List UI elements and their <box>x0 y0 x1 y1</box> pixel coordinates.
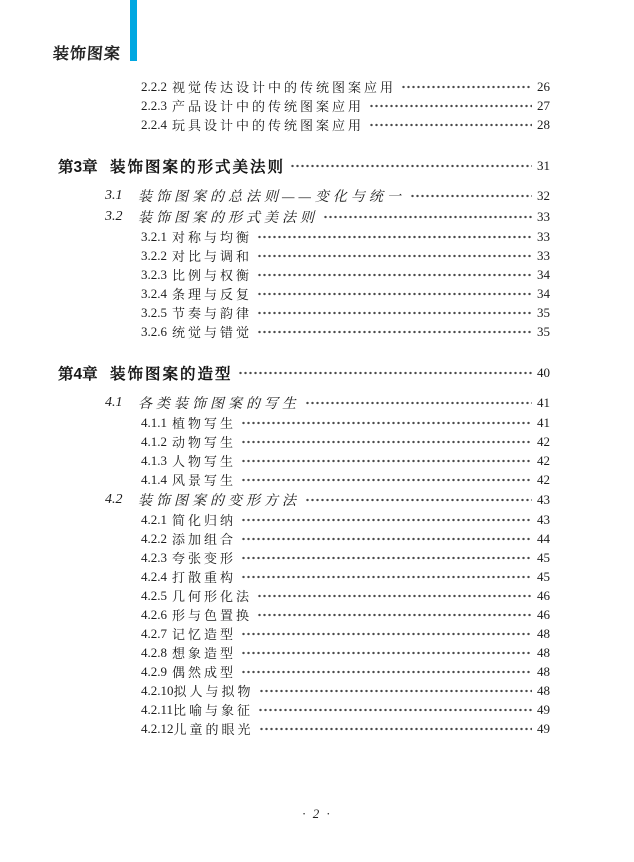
toc-entry-row <box>0 303 550 322</box>
leader-dots <box>241 570 532 584</box>
entry-number: 4.2.9 <box>141 663 167 679</box>
toc-entry-row <box>0 432 550 451</box>
entry-page-number: 34 <box>537 285 550 301</box>
toc-entry-row <box>0 322 550 341</box>
toc-chapter-row <box>0 362 550 384</box>
toc-entry-row <box>0 700 550 719</box>
entry-title: 植物写生 <box>172 416 237 431</box>
entry-title: 装饰图案的变形方法 <box>138 493 300 509</box>
entry-page-number: 28 <box>537 116 550 132</box>
entry-page-number: 27 <box>537 97 550 113</box>
leader-dots <box>257 249 532 263</box>
leader-dots <box>257 306 532 320</box>
entry-title: 装饰图案的形式美法则 <box>110 159 286 176</box>
entry-title: 拟人与拟物 <box>173 684 254 699</box>
entry-title: 装饰图案的形式美法则 <box>138 210 318 226</box>
toc-entry-row <box>0 265 550 284</box>
entry-page-number: 43 <box>537 491 550 507</box>
entry-title: 视觉传达设计中的传统图案应用 <box>172 80 397 95</box>
leader-dots <box>241 473 532 487</box>
toc-chapter-row <box>0 155 550 177</box>
leader-dots <box>369 99 532 113</box>
entry-number: 3.2.2 <box>141 247 167 263</box>
leader-dots <box>401 80 532 94</box>
leader-dots <box>257 230 532 244</box>
entry-number: 4.2.11 <box>141 701 174 717</box>
footer-page-number: · 2 · <box>302 806 332 821</box>
entry-page-number: 34 <box>537 266 550 282</box>
entry-number: 4.2.6 <box>141 606 167 622</box>
entry-number: 4.2.10 <box>141 682 174 698</box>
leader-dots <box>241 646 532 660</box>
entry-title: 人物写生 <box>172 454 237 469</box>
entry-page-number: 33 <box>537 208 550 224</box>
leader-dots <box>241 513 532 527</box>
toc-entry-row <box>0 470 550 489</box>
leader-dots <box>323 210 532 224</box>
entry-number: 第4章 <box>58 366 98 383</box>
leader-dots <box>241 532 532 546</box>
toc-entry-row <box>0 624 550 643</box>
leader-dots <box>238 366 532 380</box>
entry-title: 记忆造型 <box>172 627 237 642</box>
entry-page-number: 48 <box>537 644 550 660</box>
toc-entry-row <box>0 681 550 700</box>
entry-page-number: 41 <box>537 414 550 430</box>
leader-dots <box>305 396 532 410</box>
leader-dots <box>259 722 532 736</box>
entry-page-number: 42 <box>537 471 550 487</box>
entry-number: 4.1.3 <box>141 452 167 468</box>
toc-entry-row <box>0 605 550 624</box>
entry-number: 4.2.4 <box>141 568 167 584</box>
entry-number: 4.2.3 <box>141 549 167 565</box>
entry-page-number: 49 <box>537 720 550 736</box>
entry-page-number: 45 <box>537 549 550 565</box>
toc-entry-row <box>0 77 550 96</box>
entry-number: 4.1 <box>105 394 123 410</box>
entry-page-number: 35 <box>537 304 550 320</box>
toc-entry-row <box>0 451 550 470</box>
entry-title: 比喻与象征 <box>173 703 254 718</box>
entry-number: 3.2.3 <box>141 266 167 282</box>
book-title-header: 装饰图案 <box>52 46 122 63</box>
entry-title: 比例与权衡 <box>172 268 253 283</box>
entry-title: 添加组合 <box>172 532 237 547</box>
entry-number: 2.2.3 <box>141 97 167 113</box>
entry-number: 3.2.4 <box>141 285 167 301</box>
entry-title: 对比与调和 <box>172 249 253 264</box>
entry-page-number: 33 <box>537 228 550 244</box>
entry-number: 4.2.8 <box>141 644 167 660</box>
entry-page-number: 46 <box>537 587 550 603</box>
entry-number: 4.2.1 <box>141 511 167 527</box>
toc-entry-row <box>0 662 550 681</box>
leader-dots <box>410 189 532 203</box>
entry-title: 条理与反复 <box>172 287 253 302</box>
toc-entry-row <box>0 510 550 529</box>
entry-title: 对称与均衡 <box>172 230 253 245</box>
toc-entry-row <box>0 284 550 303</box>
leader-dots <box>257 268 532 282</box>
entry-number: 4.2.2 <box>141 530 167 546</box>
entry-title: 简化归纳 <box>172 513 237 528</box>
entry-title: 偶然成型 <box>172 665 237 680</box>
entry-page-number: 48 <box>537 625 550 641</box>
entry-number: 4.2.5 <box>141 587 167 603</box>
entry-title: 装饰图案的总法则——变化与统一 <box>138 189 405 205</box>
toc-entry-row <box>0 185 550 206</box>
entry-number: 4.1.2 <box>141 433 167 449</box>
toc-entry-row <box>0 115 550 134</box>
entry-title: 产品设计中的传统图案应用 <box>172 99 365 114</box>
leader-dots <box>241 551 532 565</box>
entry-number: 4.1.1 <box>141 414 167 430</box>
entry-title: 儿童的眼光 <box>173 722 254 737</box>
entry-number: 3.2.6 <box>141 323 167 339</box>
toc-entry-row <box>0 96 550 115</box>
entry-number: 3.2 <box>105 208 123 224</box>
leader-dots <box>369 118 532 132</box>
leader-dots <box>241 416 532 430</box>
toc-entry-row <box>0 719 550 738</box>
entry-page-number: 43 <box>537 511 550 527</box>
entry-title: 几何形化法 <box>172 589 253 604</box>
leader-dots <box>259 684 532 698</box>
entry-page-number: 26 <box>537 78 550 94</box>
entry-title: 装饰图案的造型 <box>110 366 233 383</box>
entry-number: 3.2.1 <box>141 228 167 244</box>
entry-page-number: 41 <box>537 394 550 410</box>
entry-page-number: 48 <box>537 663 550 679</box>
entry-number: 2.2.4 <box>141 116 167 132</box>
leader-dots <box>305 493 532 507</box>
leader-dots <box>257 589 532 603</box>
entry-title: 动物写生 <box>172 435 237 450</box>
entry-number: 4.2.12 <box>141 720 174 736</box>
entry-title: 玩具设计中的传统图案应用 <box>172 118 365 133</box>
entry-page-number: 35 <box>537 323 550 339</box>
leader-dots <box>241 627 532 641</box>
toc-entry-row <box>0 529 550 548</box>
entry-page-number: 31 <box>537 158 550 173</box>
toc-entry-row <box>0 489 550 510</box>
leader-dots <box>241 665 532 679</box>
toc-entry-row <box>0 548 550 567</box>
leader-dots <box>257 608 532 622</box>
entry-title: 节奏与韵律 <box>172 306 253 321</box>
entry-number: 第3章 <box>58 159 98 176</box>
toc-entry-row <box>0 567 550 586</box>
toc-entry-row <box>0 206 550 227</box>
entry-page-number: 49 <box>537 701 550 717</box>
entry-number: 4.2 <box>105 491 123 507</box>
entry-page-number: 46 <box>537 606 550 622</box>
entry-number: 2.2.2 <box>141 78 167 94</box>
leader-dots <box>257 287 532 301</box>
entry-title: 打散重构 <box>172 570 237 585</box>
entry-title: 形与色置换 <box>172 608 253 623</box>
entry-page-number: 40 <box>537 365 550 380</box>
entry-page-number: 45 <box>537 568 550 584</box>
toc-entry-row <box>0 392 550 413</box>
entry-page-number: 44 <box>537 530 550 546</box>
entry-page-number: 42 <box>537 433 550 449</box>
entry-title: 夸张变形 <box>172 551 237 566</box>
toc-entry-row <box>0 246 550 265</box>
leader-dots <box>258 703 532 717</box>
toc-entry-row <box>0 413 550 432</box>
entry-page-number: 48 <box>537 682 550 698</box>
toc-entry-row <box>0 227 550 246</box>
toc-entry-row <box>0 586 550 605</box>
leader-dots <box>241 435 532 449</box>
leader-dots <box>257 325 532 339</box>
leader-dots <box>241 454 532 468</box>
entry-number: 3.1 <box>105 187 123 203</box>
entry-number: 3.2.5 <box>141 304 167 320</box>
entry-page-number: 42 <box>537 452 550 468</box>
entry-title: 统觉与错觉 <box>172 325 253 340</box>
entry-title: 各类装饰图案的写生 <box>138 396 300 412</box>
entry-number: 4.1.4 <box>141 471 167 487</box>
entry-number: 4.2.7 <box>141 625 167 641</box>
toc-entry-row <box>0 643 550 662</box>
leader-dots <box>290 159 532 173</box>
entry-page-number: 32 <box>537 187 550 203</box>
entry-page-number: 33 <box>537 247 550 263</box>
entry-title: 想象造型 <box>172 646 237 661</box>
entry-title: 风景写生 <box>172 473 237 488</box>
